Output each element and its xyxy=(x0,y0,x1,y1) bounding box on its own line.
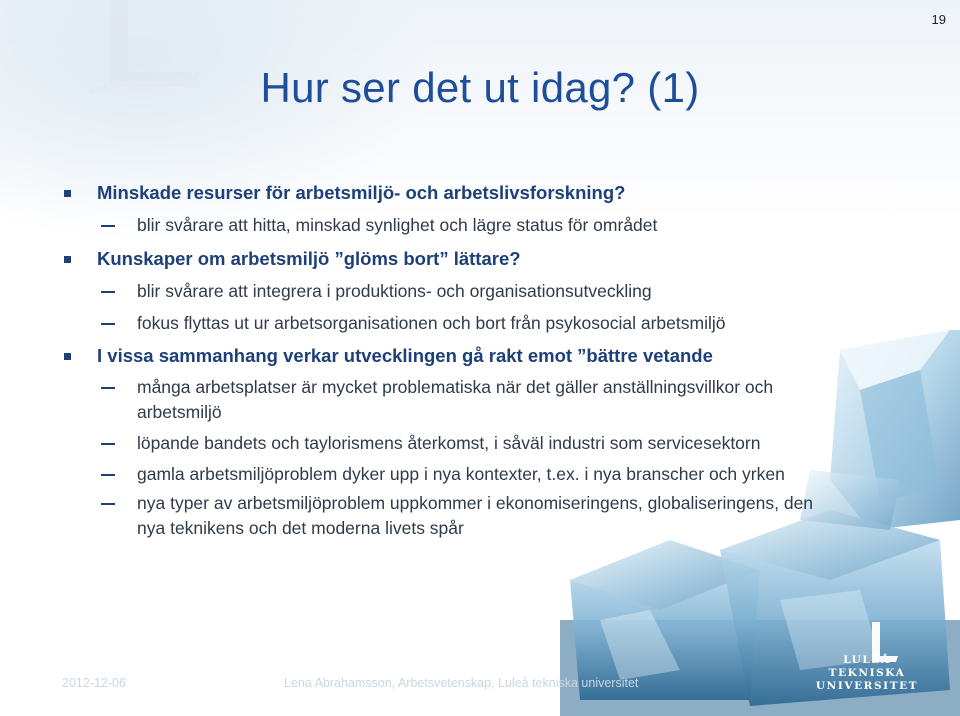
footer-author: Lena Abrahamsson, Arbetsvetenskap, Luleå tekniska universitet xyxy=(284,676,639,690)
bullet-level1: I vissa sammanhang verkar utvecklingen gå rakt emot ”bättre vetande xyxy=(97,345,713,366)
footer-date: 2012-12-06 xyxy=(62,676,126,690)
bullet-level2: gamla arbetsmiljöproblem dyker upp i nya kontexter, t.ex. i nya branscher och yrken xyxy=(137,464,785,484)
slide-title: Hur ser det ut idag? (1) xyxy=(260,64,700,111)
bullet-level2: många arbetsplatser är mycket problematiska när det gäller anställningsvillkor och xyxy=(137,377,774,397)
bullet-level2: löpande bandets och taylorismens återkomst, i såväl industri som servicesektorn xyxy=(137,433,761,453)
logo-line-1: LULEÅ xyxy=(843,654,891,666)
bullet-level2-continued: nya teknikens och det moderna livets spår xyxy=(137,518,464,538)
bullet-marker xyxy=(64,353,71,360)
bullet-level2: blir svårare att integrera i produktions- och organisationsutveckling xyxy=(137,281,652,301)
bullet-level2: blir svårare att hitta, minskad synlighet och lägre status för området xyxy=(137,215,658,235)
dash-marker xyxy=(101,291,115,293)
bullet-level2: fokus flyttas ut ur arbetsorganisationen och bort från psykosocial arbetsmiljö xyxy=(137,313,726,333)
bullet-level1: Minskade resurser för arbetsmiljö- och arbetslivsforskning? xyxy=(97,182,626,203)
bullet-marker xyxy=(64,256,71,263)
dash-marker xyxy=(101,323,115,325)
bullet-level2: nya typer av arbetsmiljöproblem uppkommer i ekonomiseringens, globaliseringens, den xyxy=(137,493,814,513)
bullet-level1: Kunskaper om arbetsmiljö ”glöms bort” lättare? xyxy=(97,248,521,269)
bullet-marker xyxy=(64,190,71,197)
dash-marker xyxy=(101,503,115,505)
logo-line-2: TEKNISKA xyxy=(828,667,906,679)
dash-marker xyxy=(101,474,115,476)
logo-line-3: UNIVERSITET xyxy=(815,680,919,692)
dash-marker xyxy=(101,225,115,227)
dash-marker xyxy=(101,387,115,389)
page-number: 19 xyxy=(931,12,946,27)
bullet-level2-continued: arbetsmiljö xyxy=(137,402,222,422)
dash-marker xyxy=(101,443,115,445)
